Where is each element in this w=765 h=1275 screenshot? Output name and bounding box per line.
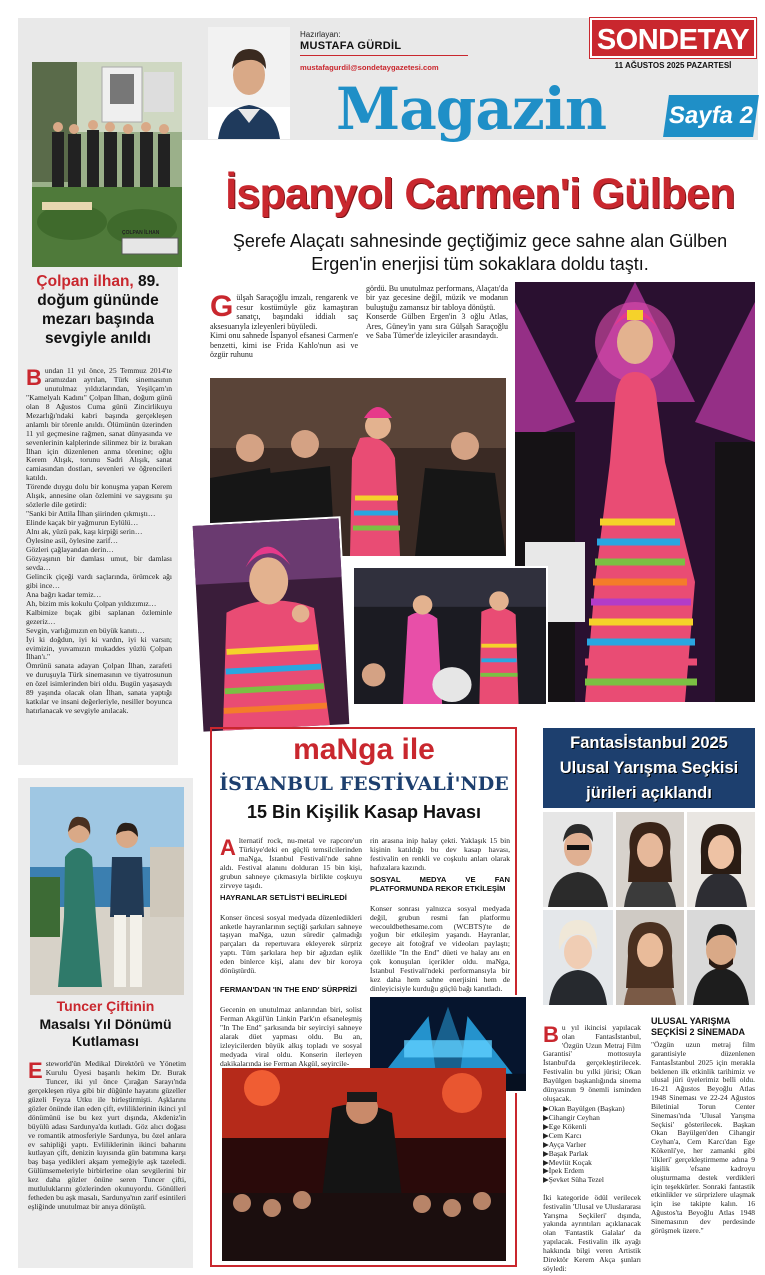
manga-col1-p2: Konser öncesi sosyal medyada düzenledikleri anketle hayranlarının seçtiği şarkıları sahneye taşıyan maNga, uzun süredir çalmadığı parçaları da repertuvara ekleyerek sürpriz yaptı. Tüm şarkılara hep bir ağızdan eşlik eden binlerce kişi, alanı dev bir koroya dönüştürdü. bbox=[220, 912, 362, 976]
left-story-text: undan 11 yıl önce, 25 Temmuz 2014'te aramızdan ayrılan, Türk sinemasının unutulmaz yıldızlarından, Yeşilçam'ın "Kamelyalı Kadını" Çolpan İlhan, doğum günü olan 8 Ağustos Cuma günü Zincirlikuyu Mezarlığı'ndaki kabri başında gerçekleşen anlamlı bir törenle anıldı. Ölümünün üzerinden 11 yıl geçmesine rağmen, sanat dünyasında ve sevenlerinin kalplerinde silinmez bir iz bırakan İlhan için düzenlenen anma törenine; oğlu Kerem Alışık, torunu Sadri Alışık, sanat camiasından dostları, sevenleri ve öğrencileri katıldı. Törende duygu dolu bir konuşma yapan Kerem Alışık, annesine olan özlemini ve saygısını şu sözlerle dile getirdi: "Sanki bir Attila İlhan şiirinden çıkmıştı… Elinde kaçak bir yağmurun Eylülü… Alnı ak, yüzü pak, kaşı kirpiği serin… Öylesine asil, öylesine zarif… Gözleri çağlayandan derin… Gözyaşının bir damlası umut, bir damlası sevda… Gelincik çiçeği vardı saçlarında, örümcek ağı gibi ince… Ana bağrı kadar temiz… Ah, bizim mis kokulu Çolpan yıldızımız… Kalbimize bıçak gibi saplanan özleminle gezeriz… Sevgin, varlığımızın en büyük kanıtı… İyi ki doğdun, iyi ki vardın, iyi ki varsın; evimizin, yuvamızın mukaddes yüzlü Çolpan İlhan'ı." Ömrünü sanata adayan Çolpan İlhan, zarafeti ve duruşuyla Türk sinemasının ve tiyatrosunun en özel isimlerinden biri oldu. Bugün yaşasaydı 89 yaşında olacak olan İlhan, sanata yaptığı katkılar ve insani değerleriyle, nesiller boyunca hatırlanacak ve sevgiyle anılacak. bbox=[26, 365, 172, 716]
manga-headline-2: İSTANBUL FESTİVALİ'NDE bbox=[219, 773, 509, 795]
manga-col1-p1: lternatif rock, nu-metal ve rapcore'un Türkiye'deki en güçlü temsilcilerinden maNga, İstanbul Festivali'nde sahne aldı. Festival alanını dolduran 15 bin kişi, grubun sahneye çıkmasıyla birlikte coşkuyu zirveye taşıdı. bbox=[220, 835, 362, 890]
manga-col2-p1: rin arasına inip halay çekti. Yaklaşık 15 bin kişinin katıldığı bu dev kasap havası, festivalin en renkli ve coşkulu anları olarak hafızalara kazındı. bbox=[370, 835, 510, 872]
jury-item: ▶Şevket Süha Tezel bbox=[543, 1175, 604, 1185]
manga-col2-p2: Konser sonrası yalnızca sosyal medyada değil, grubun resmi fan platformu wecouldbethesame.com (WCBTS)'te de yoğun bir etkileşim yaşandı. Hayranlar, geceye ait fotoğraf ve videoları paylaştı; özellikle "In the End" düeti ve halay anı en çok konuşulan içerikler oldu. maNga, İstanbul Festivali'ndeki performansıyla bir kez daha hem sahne enerjisini hem de dinleyicisiyle kurduğu güçlü bağı kanıtladı. bbox=[370, 903, 510, 994]
page-number-badge: Sayfa 2 bbox=[663, 95, 759, 137]
jury-item: ▶Ayça Varlıer bbox=[543, 1139, 587, 1149]
author-photo bbox=[208, 27, 290, 139]
camera-photo-icon bbox=[32, 62, 182, 267]
author-name: MUSTAFA GÜRDİL bbox=[300, 40, 402, 52]
left-story-headline bbox=[22, 272, 174, 348]
fantas-after: İki kategoride ödül verilecek festivalin 'Ulusal ve Uluslararası Yarışma Seçkileri' dışında, yakında ayrıntıları açıklanacak olan 'Fantastik Galalar' da yapılacak. Festivalin ilk ayağı hakkında bilgi veren Artistik Direktör Kerem Akça şunları söyledi: bbox=[543, 1192, 641, 1273]
section-title: Magazin bbox=[336, 75, 607, 143]
main-col1-text: ülşah Saraçoğlu imzalı, rengarenk ve cesur kostümüyle göz kamaştıran sanatçı, başındaki iddialı saç aksesuarıyla izleyenleri büyüledi. Kimi onu sahnede İspanyol efsanesi Carmen'e benzetti, kimi ise Frida Kahlo'nun asi ve özgür ruhunu bbox=[210, 293, 358, 360]
portrait-photo-icon bbox=[543, 812, 613, 907]
couple-dropcap: E bbox=[28, 1057, 43, 1083]
camera-photo-icon bbox=[193, 518, 350, 731]
author-email-link[interactable]: mustafagurdil@sondetaygazetesi.com bbox=[300, 63, 439, 72]
manga-headline-3: 15 Bin Kişilik Kasap Havası bbox=[246, 802, 482, 822]
prepared-by-label: Hazırlayan: bbox=[300, 30, 341, 39]
jury-photo-2 bbox=[616, 812, 684, 907]
manga-col1 bbox=[220, 828, 362, 976]
couple-photo bbox=[30, 787, 184, 995]
jury-item: ▶Cem Karcı bbox=[543, 1130, 582, 1140]
jury-item: ▶Ege Kökenli bbox=[543, 1122, 587, 1132]
couple-body bbox=[28, 1051, 186, 1263]
manga-subhead-2: FERMAN'DAN 'IN THE END' SÜRPRİZİ bbox=[220, 984, 358, 994]
jury-item: ▶Cihangir Ceyhan bbox=[543, 1113, 600, 1123]
portrait-photo-icon bbox=[543, 910, 613, 1005]
main-subhead: Şerefe Alaçatı sahnesinde geçtiğimiz gece sahne alan Gülben Ergen'in enerjisi tüm sokaklara doldu taştı. bbox=[232, 231, 728, 274]
main-headline: İspanyol Carmen'i Gülben bbox=[225, 170, 735, 218]
fantas-headline: Fantasİstanbul 2025 Ulusal Yarışma Seçkisi jürileri açıklandı bbox=[543, 728, 755, 808]
jury-photo-5 bbox=[616, 910, 684, 1005]
issue-date: 11 AĞUSTOS 2025 PAZARTESİ bbox=[614, 61, 732, 70]
fantas-intro: u yıl ikincisi yapılacak olan Fantasİstanbul, 'Özgün Uzun Metraj Film Garantisi' mottosuyla İstanbul'da gerçekleştirilecek. Festivalin bu yılki jürisi; Okan Bayülgen başkanlığında sinema dünyasının 9 önemli isminden oluşacak. bbox=[543, 1022, 641, 1103]
jury-photo-6 bbox=[687, 910, 755, 1005]
jury-item: ▶Başak Parlak bbox=[543, 1148, 589, 1158]
gulben-stage-photo bbox=[515, 282, 755, 702]
camera-photo-icon bbox=[30, 787, 184, 995]
fantas-dropcap: B bbox=[543, 1021, 559, 1047]
gravestone-caption: ÇOLPAN İLHAN bbox=[122, 230, 160, 236]
main-dropcap: G bbox=[210, 290, 234, 324]
manga-col1-p3: Gecenin en unutulmaz anlarından biri, solist Ferman Akgül'ün Linkin Park'ın efsaneleşmiş "In The End" şarkısında bir seyirciyi sahneye alarak düet yapması oldu. Bu an, izleyicilerden büyük alkış topladı ve sosyal medyada viral oldu. Konserin ilerleyen dakikalarında ise Ferman Akgül, seyircile- bbox=[220, 1004, 362, 1068]
manga-subhead-1: HAYRANLAR SETLİST'İ BELİRLEDİ bbox=[220, 892, 347, 902]
portrait-photo-icon bbox=[687, 910, 755, 1005]
camera-photo-icon bbox=[354, 568, 546, 704]
left-story-headline-rest: 89. doğum gününde mezarı başında sevgiyle anıldı bbox=[37, 273, 160, 347]
jury-item: ▶Mevlüt Koçak bbox=[543, 1157, 592, 1167]
left-story-headline-red: Çolpan ilhan, bbox=[36, 273, 134, 290]
portrait-photo-icon bbox=[208, 27, 290, 139]
manga-col2 bbox=[370, 828, 510, 994]
manga-headline-1: maNga ile bbox=[293, 733, 435, 766]
audience-photo bbox=[352, 566, 548, 706]
gulben-closeup-photo bbox=[191, 516, 352, 734]
jury-list bbox=[543, 1105, 641, 1185]
manga-dropcap: A bbox=[220, 834, 236, 860]
fantas-col2: "Özgün uzun metraj film garantisiyle düzenlenen Fantasİstanbul 2025 için merakla beklenen ilk etkinlik tarihimiz ve ulusal jüri üyelerimiz belli oldu. 16-21 Ağustos Beyoğlu Atlas 1948 Sineması ve 22-24 Ağustos Biletinial Torun Center Sineması'nda 'Ulusal Yarışma Seçkisi' gösterilecek. Başkan Okan Bayülgen'den Cihangir Ceyhan'a, Cem Karcı'dan Ege Kökenli'ye, her zamanki gibi 'ilkleri' gerçekleştirmeme adına 9 kişilik 'efsane kadroyu oluşturmama destek verdikleri için teşekkürler. Sonraki fantastik etkinlikler ve sürprizlere ulaşmak için ise takipte kalın. 16 Ağustos'ta Beyoğlu Atlas 1948 Sinemasının dev perdesinde görüşmek üzere." bbox=[651, 1040, 755, 1235]
left-story-dropcap: B bbox=[26, 364, 42, 390]
couple-headline: Masalsı Yıl Dönümü Kutlaması bbox=[39, 1016, 172, 1049]
grave-ceremony-photo bbox=[32, 62, 182, 267]
fantas-subhead: ULUSAL YARIŞMA SEÇKİSİ 2 SİNEMADA bbox=[651, 1016, 746, 1037]
jury-item: ▶İpek Erdem bbox=[543, 1166, 584, 1176]
left-story-body bbox=[26, 358, 172, 760]
portrait-photo-icon bbox=[616, 910, 684, 1005]
main-col1 bbox=[210, 284, 358, 372]
jury-photo-3 bbox=[687, 812, 755, 907]
camera-photo-icon bbox=[515, 282, 755, 702]
manga-subhead-3: SOSYAL MEDYA VE FAN PLATFORMUNDA REKOR ETKİLEŞİM bbox=[370, 874, 510, 893]
main-col2: gördü. Bu unutulmaz performans, Alaçatı'da bir yaz gecesine değil, müzik ve modanın buluştuğu zamansız bir tabloya dönüştü. Konserde Gülben Ergen'in 3 oğlu Atlas, Ares, Güney'in yanı sıra Gülşah Saraçoğlu ve Saba Tümer'de izleyiciler arasındaydı. bbox=[366, 284, 508, 341]
author-name-rule bbox=[300, 55, 468, 56]
camera-photo-icon bbox=[222, 1068, 506, 1261]
portrait-photo-icon bbox=[687, 812, 755, 907]
logo[interactable]: SONDETAY bbox=[590, 18, 756, 58]
jury-item: ▶Okan Bayülgen (Başkan) bbox=[543, 1104, 625, 1114]
jury-photo-4 bbox=[543, 910, 613, 1005]
portrait-photo-icon bbox=[616, 812, 684, 907]
couple-text: steworld'ün Medikal Direktörü ve Yönetim Kurulu Üyesi başarılı hekim Dr. Burak Tuncer, iki yıl önce Çırağan Sarayı'nda gerçekleşen rüya gibi bir düğünle hayatını güzeller güzeli Feyza Utku ile birleştirmişti. Aşklarını gözler önünde ilan eden çift, evliliklerinin ikinci yıl dönümünü ise bu kez yurt dışında, Akdeniz'in büyülü adası Sardunya'da kutladı. Göz alıcı doğası ve romantik atmosferiyle Sardunya, bu özel anlara ev sahipliği yaptı. Evliliklerinin ikinci baharını kutlayan çift, denizin kıyısında gün batımına karşı baş başa yedikleri akşam yemeğiyle aşk tazeledi. Gülümsemeleriyle birbirlerine olan sevgilerini bir kez daha gözler önüne seren Tuncer çifti, mutluluklarını gözlerinden okunuyordu. Gönülleri fetheden bu aşk masalı, Sardunya'nın zarif esintileri eşliğinde unutulmaz bir anıya dönüştü. bbox=[28, 1058, 186, 1212]
fantas-col1 bbox=[543, 1015, 641, 1273]
manga-crowd-photo bbox=[222, 1068, 506, 1261]
manga-col1-lower bbox=[220, 974, 362, 1068]
jury-photo-1 bbox=[543, 812, 613, 907]
couple-headline-red: Tuncer Çiftinin bbox=[56, 998, 155, 1014]
